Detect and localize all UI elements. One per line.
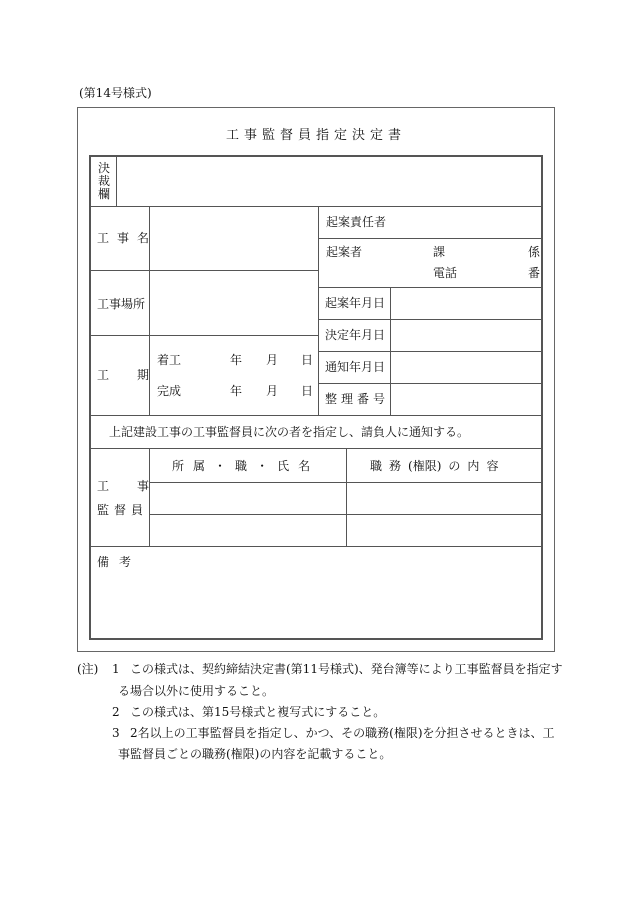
draft-date-field[interactable] bbox=[391, 288, 541, 318]
supervisor-row2-duties-field[interactable] bbox=[347, 515, 541, 545]
remarks-label: 備 考 bbox=[97, 555, 132, 569]
supervisor-row1-name-field[interactable] bbox=[150, 483, 345, 513]
supervisor-col1-header: 所 属 ・ 職 ・ 氏 名 bbox=[172, 459, 311, 473]
subsection-label: 係 bbox=[528, 245, 541, 259]
notice-date-label: 通知年月日 bbox=[325, 360, 386, 374]
period-end-label: 完成 bbox=[157, 384, 182, 398]
ref-number-field[interactable] bbox=[391, 384, 541, 414]
construction-place-field[interactable] bbox=[150, 271, 317, 334]
phone-label: 電話 bbox=[433, 266, 458, 280]
approval-label: 決 裁 欄 bbox=[98, 161, 111, 201]
notice-date-field[interactable] bbox=[391, 352, 541, 382]
responsible-label: 起案責任者 bbox=[326, 215, 387, 229]
line-under-responsible bbox=[318, 238, 543, 239]
supervisor-row1-duties-field[interactable] bbox=[347, 483, 541, 513]
form-title: 工事監督員指定決定書 bbox=[225, 128, 406, 143]
decision-date-field[interactable] bbox=[391, 320, 541, 350]
ref-number-label: 整 理 番 号 bbox=[325, 392, 386, 406]
note-3-line-1: 2名以上の工事監督員を指定し、かつ、その職務(権限)を分担させるときは、工 bbox=[130, 726, 555, 740]
statement-text: 上記建設工事の工事監督員に次の者を指定し、請負人に通知する。 bbox=[109, 425, 470, 439]
construction-name-field[interactable] bbox=[150, 207, 317, 269]
extension-label: 番 bbox=[528, 266, 541, 280]
form-number: (第14号様式) bbox=[79, 86, 152, 100]
note-1-line-2: る場合以外に使用すること。 bbox=[118, 684, 275, 698]
period-start-label: 着工 bbox=[157, 353, 182, 367]
drafter-label: 起案者 bbox=[326, 245, 363, 259]
period-end-day: 日 bbox=[301, 384, 314, 398]
period-start-day: 日 bbox=[301, 353, 314, 367]
approval-stamp-area[interactable] bbox=[117, 157, 543, 205]
line-above-statement bbox=[91, 415, 543, 416]
period-label: 工 期 bbox=[97, 368, 150, 382]
note-2-line-1: この様式は、第15号様式と複写式にすること。 bbox=[130, 705, 386, 719]
responsible-field[interactable] bbox=[391, 207, 541, 237]
notes-prefix: (注) bbox=[77, 662, 99, 676]
line-under-statement bbox=[91, 448, 543, 449]
supervisor-col2-header: 職 務 (権限) の 内 容 bbox=[370, 459, 499, 473]
period-start-year: 年 bbox=[230, 353, 243, 367]
period-start-month: 月 bbox=[266, 353, 279, 367]
note-2-number: 2 bbox=[112, 705, 120, 719]
note-1-number: 1 bbox=[112, 662, 120, 676]
supervisor-label-line2: 監 督 員 bbox=[97, 503, 144, 517]
form-table bbox=[89, 155, 543, 640]
supervisor-row2-name-field[interactable] bbox=[150, 515, 345, 545]
supervisor-label-line1: 工 事 bbox=[97, 479, 150, 493]
decision-date-label: 決定年月日 bbox=[325, 328, 386, 342]
section-label: 課 bbox=[433, 245, 446, 259]
note-1-line-1: この様式は、契約締結決定書(第11号様式)、発台簿等により工事監督員を指定す bbox=[130, 662, 563, 676]
period-end-year: 年 bbox=[230, 384, 243, 398]
construction-place-label: 工事場所 bbox=[97, 297, 146, 311]
note-3-number: 3 bbox=[112, 726, 120, 740]
period-end-month: 月 bbox=[266, 384, 279, 398]
line-under-place bbox=[91, 335, 318, 336]
remarks-field[interactable] bbox=[92, 547, 542, 638]
draft-date-label: 起案年月日 bbox=[325, 296, 386, 310]
construction-name-label: 工 事 名 bbox=[97, 231, 150, 245]
note-3-line-2: 事監督員ごとの職務(権限)の内容を記載すること。 bbox=[118, 747, 392, 761]
